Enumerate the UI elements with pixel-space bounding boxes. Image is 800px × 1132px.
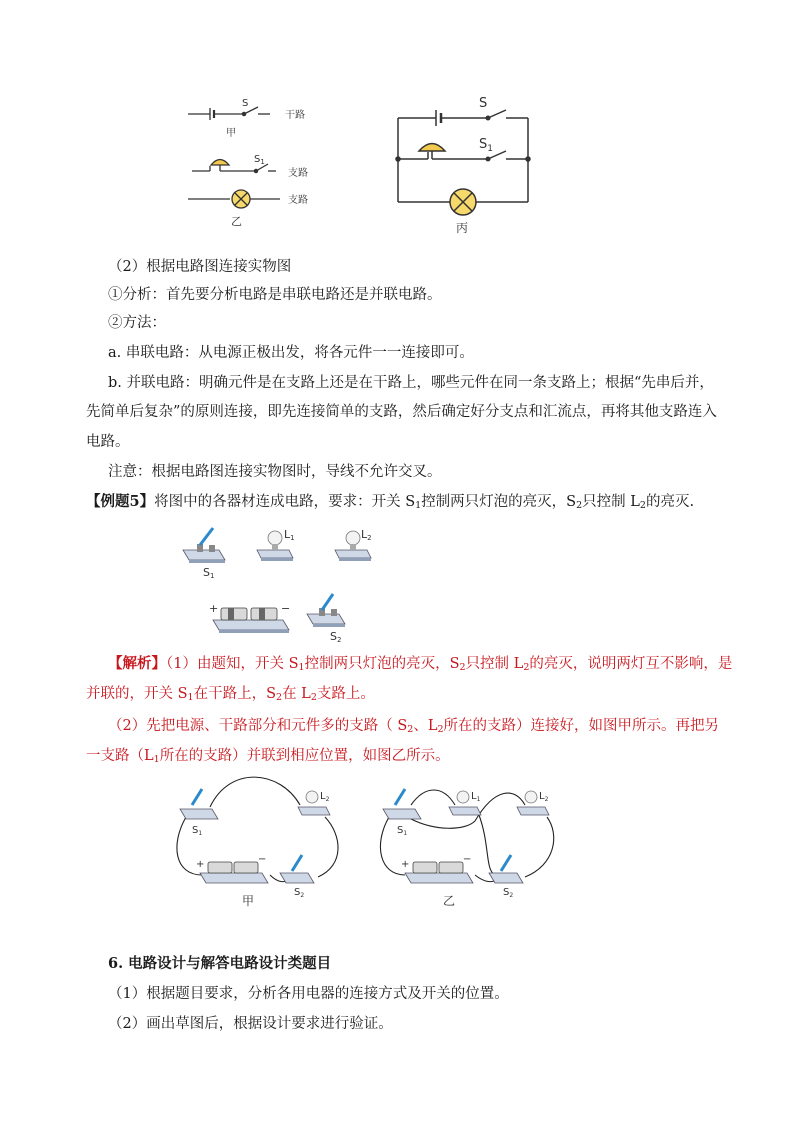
analysis-line-4: 一支路（$L_1$所在的支路）并联到相应位置，如图乙所示。 <box>86 748 450 765</box>
switch-s1 <box>183 528 225 563</box>
l2-label: L2 <box>361 528 372 542</box>
circuit-diagram-bing <box>388 92 538 237</box>
jia-battery <box>200 862 268 883</box>
bing-caption: 丙 <box>456 221 469 235</box>
s-label-jia: S <box>242 98 249 109</box>
para-connect-heading: （2）根据电路图连接实物图 <box>108 259 292 275</box>
jia-switch-s1 <box>180 789 218 819</box>
para-method: ②方法： <box>108 315 166 331</box>
diagram-yi <box>188 160 280 209</box>
analysis-line-3: （2）先把电源、干路部分和元件多的支路（ $S_2$、$L_2$所在的支路）连接好，如图甲所示。再把另 <box>108 718 720 735</box>
jia-plus: + <box>196 859 205 870</box>
s2-caption: S2 <box>330 630 342 644</box>
para-parallel-1: b. 并联电路：明确元件是在支路上还是在干路上，哪些元件在同一条支路上；根据“先串后并， <box>108 375 714 391</box>
diagram-jia <box>188 107 270 120</box>
section-6-step-2: （2）画出草图后，根据设计要求进行验证。 <box>108 1016 393 1032</box>
para-parallel-2: 先简单后复杂”的原则连接，即先连接简单的支路，然后确定好分支点和汇流点，再将其他支路连入 <box>86 404 717 420</box>
yi-switch-s2 <box>489 855 523 883</box>
analysis-line-1: 【解析】（1）由题知，开关 $S_1$控制两只灯泡的亮灭，$S_2$只控制 $L_2$的亮灭，说明两灯互不影响，是 <box>108 655 733 673</box>
para-parallel-3: 电路。 <box>86 434 130 450</box>
circuit-diagram-jia-yi <box>180 92 330 237</box>
jia-s1-label: $S_1$ <box>192 825 203 837</box>
wired-figure-jia <box>170 775 350 910</box>
section-6-step-1: （1）根据题目要求，分析各用电器的连接方式及开关的位置。 <box>108 986 509 1002</box>
jia-s2-label: $S_2$ <box>294 887 305 899</box>
yi-minus: − <box>463 854 472 865</box>
yi-plus: + <box>401 859 410 870</box>
branch-label-1: 支路 <box>288 168 308 179</box>
jia-minus: − <box>258 854 267 865</box>
branch-label-2: 支路 <box>288 195 308 206</box>
jia-caption-top: 甲 <box>226 128 236 139</box>
battery <box>213 608 289 633</box>
jia-caption: 甲 <box>242 894 255 908</box>
wired-figure-yi <box>375 775 575 910</box>
yi-l2-label: $L_2$ <box>539 791 549 803</box>
battery-plus: + <box>209 602 219 615</box>
example-5-text: 【例题5】将图中的各器材连成电路，要求：开关 $S_1$控制两只灯泡的亮灭，$S_2$只控制 $L_2$的亮灭. <box>86 493 695 511</box>
analysis-tag: 【解析】 <box>108 655 166 672</box>
s-label-bing: S <box>479 96 488 111</box>
yi-s2-label: $S_2$ <box>503 887 514 899</box>
section-6-heading: 6. 电路设计与解答电路设计类题目 <box>108 955 332 972</box>
l1-label: L1 <box>284 528 295 542</box>
para-series: a. 串联电路：从电源正极出发，将各元件一一连接即可。 <box>108 345 474 361</box>
para-analysis: ①分析：首先要分析电路是串联电路还是并联电路。 <box>108 287 442 303</box>
switch-s2 <box>307 594 345 627</box>
yi-caption-top: 乙 <box>231 215 242 228</box>
battery-minus: − <box>281 602 291 615</box>
jia-l2-label: $L_2$ <box>320 791 330 803</box>
yi-l1-label: $L_1$ <box>471 791 481 803</box>
trunk-label: 干路 <box>285 110 305 121</box>
jia-switch-s2 <box>280 855 314 883</box>
yi-battery <box>405 862 473 883</box>
example-apparatus <box>175 520 405 650</box>
s1-caption: S1 <box>203 566 215 580</box>
yi-switch-s1 <box>383 789 421 819</box>
s1-label-bing: $S_1$ <box>479 137 493 154</box>
yi-s1-label: $S_1$ <box>397 825 408 837</box>
analysis-line-2: 并联的，开关 $S_1$在干路上，$S_2$在 $L_2$支路上。 <box>86 686 375 703</box>
example-tag: 【例题5】 <box>86 493 155 510</box>
para-note: 注意：根据电路图连接实物图时，导线不允许交叉。 <box>108 464 442 480</box>
s1-label-yi: $S_1$ <box>254 154 265 166</box>
yi-caption: 乙 <box>443 894 456 908</box>
